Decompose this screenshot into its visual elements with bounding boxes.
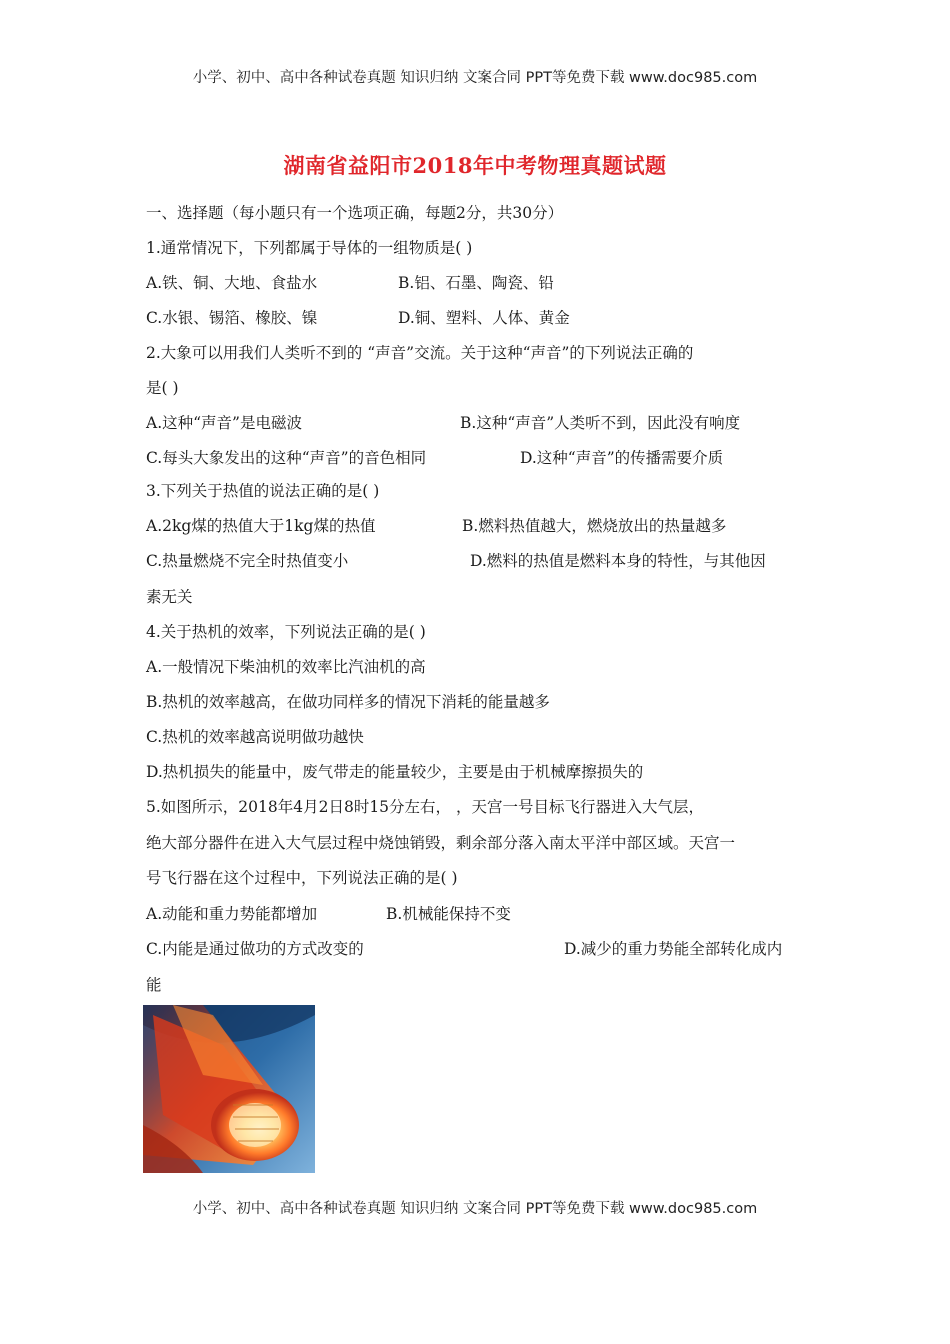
q2-option-c: C.每头大象发出的这种“声音”的音色相同 xyxy=(146,449,427,467)
q2-option-d: D.这种“声音”的传播需要介质 xyxy=(520,449,724,467)
q5-option-d-line1: D.减少的重力势能全部转化成内 xyxy=(564,940,783,958)
q1-option-a: A.铁、铜、大地、食盐水 xyxy=(146,274,318,292)
q1-option-c: C.水银、锡箔、橡胶、镍 xyxy=(146,309,318,327)
q2-option-b: B.这种“声音”人类听不到，因此没有响度 xyxy=(460,414,741,432)
q2-stem-line2: 是( ) xyxy=(146,379,179,397)
q3-option-d-line2: 素无关 xyxy=(146,588,193,606)
q5-stem-line1: 5.如图所示，2018年4月2日8时15分左右， ，天宫一号目标飞行器进入大气层， xyxy=(146,798,704,816)
spacecraft-reentry-image xyxy=(143,1005,315,1173)
q4-option-a: A.一般情况下柴油机的效率比汽油机的高 xyxy=(146,658,426,676)
q4-option-c: C.热机的效率越高说明做功越快 xyxy=(146,728,364,746)
q3-stem: 3.下列关于热值的说法正确的是( ) xyxy=(146,482,380,500)
q2-option-a: A.这种“声音”是电磁波 xyxy=(146,414,302,432)
q5-stem-line3: 号飞行器在这个过程中，下列说法正确的是( ) xyxy=(146,869,458,887)
q4-option-d: D.热机损失的能量中，废气带走的能量较少，主要是由于机械摩擦损失的 xyxy=(146,763,644,781)
q1-option-d: D.铜、塑料、人体、黄金 xyxy=(398,309,570,327)
q4-option-b: B.热机的效率越高，在做功同样多的情况下消耗的能量越多 xyxy=(146,693,550,711)
q5-option-c: C.内能是通过做功的方式改变的 xyxy=(146,940,364,958)
q3-option-b: B.燃料热值越大，燃烧放出的热量越多 xyxy=(462,517,727,535)
page-header: 小学、初中、高中各种试卷真题 知识归纳 文案合同 PPT等免费下载 www.doc985.com xyxy=(192,70,758,86)
q2-stem-line1: 2.大象可以用我们人类听不到的 “声音”交流。关于这种“声音”的下列说法正确的 xyxy=(146,344,694,362)
reentry-figure xyxy=(143,1005,315,1173)
q5-option-d-line2: 能 xyxy=(146,976,162,994)
q3-option-d-line1: D.燃料的热值是燃料本身的特性，与其他因 xyxy=(470,552,766,570)
page-title: 湖南省益阳市2018年中考物理真题试题 xyxy=(283,153,667,178)
q3-option-c: C.热量燃烧不完全时热值变小 xyxy=(146,552,349,570)
section-heading: 一、选择题（每小题只有一个选项正确，每题2分，共30分） xyxy=(146,204,564,222)
q1-option-b: B.铝、石墨、陶瓷、铅 xyxy=(398,274,554,292)
q4-stem: 4.关于热机的效率，下列说法正确的是( ) xyxy=(146,623,426,641)
q1-stem: 1.通常情况下，下列都属于导体的一组物质是( ) xyxy=(146,239,473,257)
page-footer: 小学、初中、高中各种试卷真题 知识归纳 文案合同 PPT等免费下载 www.doc985.com xyxy=(192,1201,758,1217)
q5-option-b: B.机械能保持不变 xyxy=(386,905,511,923)
q3-option-a: A.2kg煤的热值大于1kg煤的热值 xyxy=(146,517,376,535)
q5-stem-line2: 绝大部分器件在进入大气层过程中烧蚀销毁，剩余部分落入南太平洋中部区域。天宫一 xyxy=(146,834,736,852)
q5-option-a: A.动能和重力势能都增加 xyxy=(146,905,318,923)
